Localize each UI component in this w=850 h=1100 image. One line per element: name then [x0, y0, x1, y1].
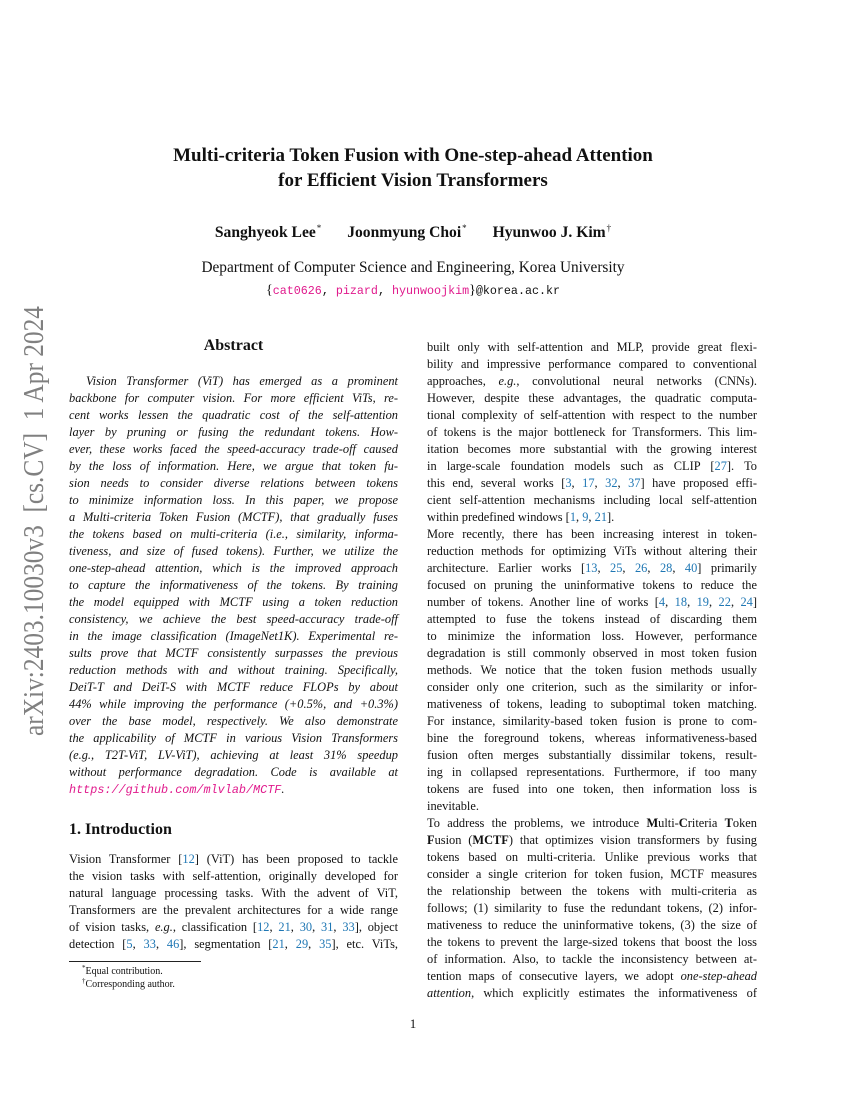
body-line: tokens based on multi-criteria. Unlike previous works that	[427, 850, 757, 864]
abstract-line: sults prove that MCTF consistently surpasses the previous	[69, 646, 398, 660]
body-line: To address the problems, we introduce Multi-Criteria Token	[427, 816, 757, 830]
abstract-line-url	[69, 781, 398, 799]
email-user-link[interactable]: hyunwoojkim	[391, 284, 470, 298]
body-line: architecture. Earlier works [13, 25, 26, 28, 40] primarily	[427, 561, 757, 575]
abstract-line: one-step-ahead attention, which is the improved approach	[69, 561, 398, 575]
citation-link[interactable]: 13	[585, 561, 598, 575]
body-line: of information. Also, to tackle the inconsistency between at-	[427, 952, 757, 966]
body-line: follows; (1) similarity to fuse the redundant tokens, (2) infor-	[427, 901, 757, 915]
paper-title-line-2: for Efficient Vision Transformers	[278, 170, 548, 191]
body-line: ing in collapsed representations. Furthermore, if too many	[427, 765, 757, 779]
footnote-corresponding-author: †Corresponding author.	[82, 977, 175, 990]
body-line: mativeness to reduce the uninformative tokens, (3) the size of	[427, 918, 757, 932]
abstract-line: layer by pruning or fusing the redundant tokens. How-	[69, 425, 398, 439]
citation-link[interactable]: 21	[594, 510, 608, 524]
citation-link[interactable]: 33	[342, 920, 355, 934]
abstract-line: sion needs to consider diverse relations between tokens	[69, 476, 398, 490]
body-line: tention maps of consecutive layers, we adopt one-step-ahead	[427, 969, 757, 983]
intro-line: Transformers are the prevalent architectures for a wide range	[69, 903, 398, 917]
body-line: consider a single criterion for token fusion, MCTF measures	[427, 867, 757, 881]
author-mark: †	[606, 223, 612, 233]
body-line: attempted to fuse the tokens instead of discarding them	[427, 612, 757, 626]
author-name: Hyunwoo J. Kim	[492, 224, 606, 241]
intro-line: detection [5, 33, 46], segmentation [21, 29, 35], etc. ViTs,	[69, 937, 398, 951]
citation-link[interactable]: 46	[166, 937, 180, 951]
abstract-line: Vision Transformer (ViT) has emerged as a prominent	[86, 374, 398, 388]
citation-link[interactable]: 21	[278, 920, 291, 934]
citation-link[interactable]: 29	[295, 937, 309, 951]
period: .	[281, 782, 285, 796]
citation-link[interactable]: 3	[565, 476, 572, 490]
code-url-link[interactable]: https://github.com/mlvlab/MCTF	[69, 783, 282, 797]
abstract-line: to capture the informativeness of the tokens. By training	[69, 578, 398, 592]
body-line: More recently, there has been increasing interest in token-	[427, 527, 757, 541]
citation-link[interactable]: 35	[319, 937, 332, 951]
body-line: fusion often merges substantially dissimilar tokens, result-	[427, 748, 757, 762]
citation-link[interactable]: 33	[143, 937, 156, 951]
author-mark: *	[316, 223, 322, 233]
footnote-equal-contribution: *Equal contribution.	[82, 964, 163, 977]
body-line: consider only one criterion, such as the similarity or infor-	[427, 680, 757, 694]
body-line: For instance, similarity-based token fusion is prone to com-	[427, 714, 757, 728]
citation-link[interactable]: 24	[740, 595, 753, 609]
citation-link[interactable]: 25	[610, 561, 623, 575]
email-user-link[interactable]: pizard	[335, 284, 378, 298]
citation-link[interactable]: 31	[321, 920, 334, 934]
body-line: mativeness of tokens, leading to suboptimal token matching.	[427, 697, 757, 711]
body-line: approaches, e.g., convolutional neural networks (CNNs).	[427, 374, 757, 388]
citation-link[interactable]: 9	[582, 510, 589, 524]
citation-link[interactable]: 1	[569, 510, 577, 524]
abstract-line: 44% while improving the performance (+0.5%, and +0.3%)	[69, 697, 398, 711]
citation-link[interactable]: 26	[634, 561, 648, 575]
abstract-line: the tokens based on multi-criteria (i.e., similarity, informa-	[69, 527, 398, 541]
body-line: bility and impressive performance compared to conventional	[427, 357, 757, 371]
citation-link[interactable]: 32	[605, 476, 618, 490]
email-user-link[interactable]: cat0626	[272, 284, 322, 298]
citation-link[interactable]: 27	[714, 459, 727, 473]
citation-link[interactable]: 12	[257, 920, 270, 934]
brace-open: {	[265, 283, 273, 298]
body-line: to minimize the information loss. However, performance	[427, 629, 757, 643]
body-line: within predefined windows [1, 9, 21].	[427, 510, 615, 524]
body-line: inevitable.	[427, 799, 479, 813]
citation-link[interactable]: 37	[628, 476, 641, 490]
citation-link[interactable]: 30	[299, 920, 313, 934]
body-line: methods. We notice that the token fusion methods usually	[427, 663, 757, 677]
body-line: focused on pruning the uninformative tokens to reduce the	[427, 578, 757, 592]
body-line: Fusion (MCTF) that optimizes vision transformers by fusing	[427, 833, 758, 847]
page-number: 1	[409, 1016, 417, 1031]
citation-link[interactable]: 5	[126, 937, 133, 951]
abstract-line: in the image classification (ImageNet1K). Experimental re-	[69, 629, 398, 643]
citation-link[interactable]: 17	[582, 476, 595, 490]
citation-link[interactable]: 12	[182, 852, 195, 866]
intro-heading: 1. Introduction	[69, 821, 172, 838]
citation-link[interactable]: 28	[659, 561, 673, 575]
abstract-line: reduction methods with and without training. Specifically,	[69, 663, 398, 677]
body-line: itation becomes more substantial with the growing interest	[427, 442, 757, 456]
body-line: this end, several works [3, 17, 32, 37] have proposed effi-	[427, 476, 757, 490]
body-line: tional complexity of self-attention with respect to the number	[427, 408, 757, 422]
footnote-rule	[69, 961, 201, 962]
intro-line: the vision tasks with self-attention, originally developed for	[69, 869, 398, 883]
citation-link[interactable]: 18	[674, 595, 688, 609]
body-line: degradation is still commonly observed in most token fusion	[427, 646, 757, 660]
separator: ,	[321, 284, 336, 298]
affiliation: Department of Computer Science and Engineering, Korea University	[201, 259, 625, 276]
paper-title-line-1: Multi-criteria Token Fusion with One-step-ahead Attention	[173, 145, 653, 166]
body-line: number of tokens. Another line of works [4, 18, 19, 22, 24]	[427, 595, 758, 609]
abstract-line: ever, these works faced the speed-accuracy trade-off caused	[69, 442, 398, 456]
abstract-line: to minimize information loss. In this paper, we propose	[69, 493, 398, 507]
arxiv-stamp	[10, 300, 54, 740]
abstract-heading: Abstract	[203, 337, 264, 354]
author-list	[100, 223, 726, 242]
author-name: Sanghyeok Lee	[214, 224, 316, 241]
email-domain: @korea.ac.kr	[475, 284, 561, 298]
author-emails	[100, 283, 726, 299]
abstract-line: (e.g., T2T-ViT, LV-ViT), achieving at least 31% speedup	[69, 748, 398, 762]
body-line: of tokens is the major bottleneck for Transformers. This lim-	[427, 425, 757, 439]
citation-link[interactable]: 22	[718, 595, 731, 609]
abstract-line: the applicability of MCTF in various Vision Transformers	[69, 731, 398, 745]
intro-line: Vision Transformer [12] (ViT) has been proposed to tackle	[69, 852, 398, 866]
abstract-line: over the base model, respectively. We also demonstrate	[69, 714, 398, 728]
abstract-line: tiveness, and size of fused tokens). Further, we utilize the	[69, 544, 398, 558]
author-name: Joonmyung Choi	[347, 224, 462, 241]
body-line: reduction methods for optimizing ViTs without altering their	[427, 544, 757, 558]
arxiv-stamp-text: arXiv:2403.10030v3 [cs.CV] 1 Apr 2024	[18, 300, 50, 736]
body-line: in large-scale foundation models such as CLIP [27]. To	[427, 459, 757, 473]
body-line: the relationship between the tokens with multi-criteria as	[427, 884, 757, 898]
abstract-line: a Multi-criteria Token Fusion (MCTF), that gradually fuses	[69, 510, 398, 524]
body-line: the tokens to prevent the large-sized tokens that boost the loss	[427, 935, 757, 949]
brace-close: }	[469, 283, 476, 298]
body-line: However, despite these advantages, the quadratic computa-	[427, 391, 757, 405]
abstract-line: by the loss of information. Here, we argue that token fu-	[69, 459, 398, 473]
citation-link[interactable]: 4	[658, 595, 666, 609]
citation-link[interactable]: 21	[272, 937, 285, 951]
body-line: built only with self-attention and MLP, provide great flexi-	[427, 340, 757, 354]
body-line: tokens are fused into one token, then information loss is	[427, 782, 757, 796]
author-mark: *	[462, 223, 467, 233]
abstract-line: backbone for computer vision. For more efficient ViTs, re-	[69, 391, 398, 405]
abstract-line: the model equipped with MCTF using a token reduction	[69, 595, 398, 609]
abstract-line: cent works lessen the quadratic cost of the self-attention	[69, 408, 398, 422]
body-line: cient self-attention mechanisms including local self-attention	[427, 493, 757, 507]
body-line: bine the foreground tokens, whereas informativeness-based	[427, 731, 757, 745]
abstract-line: consistency, we achieve the best speed-accuracy trade-off	[69, 612, 398, 626]
citation-link[interactable]: 40	[684, 561, 698, 575]
abstract-line: DeiT-T and DeiT-S with MCTF reduce FLOPs by about	[69, 680, 398, 694]
separator: ,	[377, 284, 392, 298]
citation-link[interactable]: 19	[696, 595, 709, 609]
intro-line: of vision tasks, e.g., classification [12, 21, 30, 31, 33], object	[69, 920, 399, 934]
body-line: attention, which explicitly estimates the informativeness of	[427, 986, 757, 1000]
abstract-line: without performance degradation. Code is available at	[69, 765, 398, 779]
intro-line: natural language processing tasks. With the advent of ViT,	[69, 886, 398, 900]
